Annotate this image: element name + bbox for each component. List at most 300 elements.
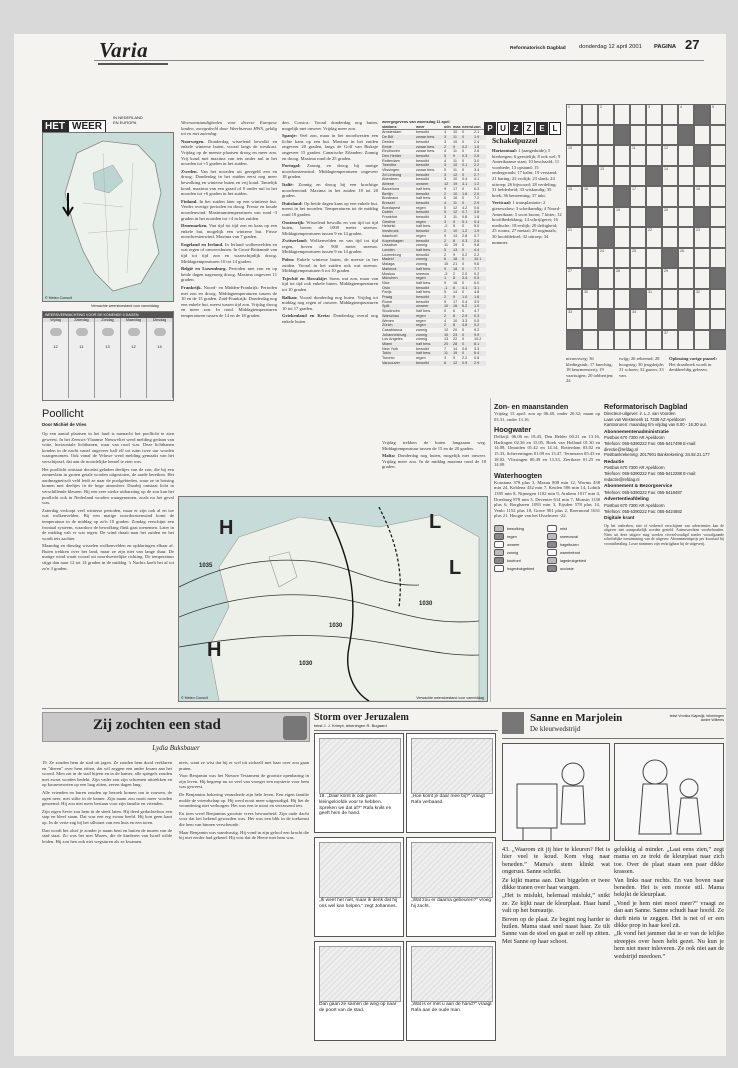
- crossword-cell[interactable]: [614, 309, 630, 330]
- table-cell: 11: [444, 351, 448, 356]
- crossword-cell[interactable]: [582, 289, 598, 310]
- crossword-cell[interactable]: [646, 145, 662, 166]
- table-cell: 4.8: [462, 323, 468, 328]
- crossword-cell[interactable]: [566, 248, 582, 269]
- crossword-cell[interactable]: [646, 309, 662, 330]
- crossword-cell[interactable]: [710, 145, 726, 166]
- crossword-cell[interactable]: [582, 248, 598, 269]
- crossword-cell[interactable]: [646, 248, 662, 269]
- table-cell: bewolkt: [416, 210, 429, 215]
- table-cell: Eindhoven: [382, 149, 400, 154]
- crossword-cell[interactable]: [630, 330, 646, 351]
- sanne-panel-1: [502, 743, 610, 841]
- table-head-cell: weer: [416, 124, 425, 129]
- table-cell: Miami: [382, 342, 393, 347]
- crossword-grid[interactable]: [566, 104, 726, 354]
- country-name: Spanje:: [282, 133, 298, 139]
- crossword-number: 23: [696, 228, 700, 232]
- table-cell: Zürich: [382, 323, 393, 328]
- table-cell: 2.6: [474, 238, 480, 243]
- country-name: Griekenland en Kreta:: [282, 313, 331, 319]
- country-text: Noord- en Midden-Frankrijk: Perioden met zon en droog. Middagtemperaturen tussen de 10 en de 15 graden. Zuid-Frankrijk: Donderdag nog een enkele bui, meest tussen tijd zon. Vrijdag droog en meer zon. In rond. Middagtemperaturen temperaturen tussen de 14 en de 18 graden.: [181, 285, 277, 318]
- crossword-cell[interactable]: [662, 104, 678, 125]
- table-cell: Praag: [382, 295, 393, 300]
- forecast-day: [121, 318, 147, 398]
- table-cell: 0: [462, 332, 465, 337]
- forecast-day: [147, 318, 173, 398]
- table-cell: 11: [453, 158, 457, 163]
- table-cell: 4.2: [462, 205, 468, 210]
- country-text: den. Corsica: Vooral donderdag nog buien, mogelijk met onweer. Vrijdag meer zon.: [282, 120, 378, 131]
- crossword-cell[interactable]: [630, 145, 646, 166]
- crossword-number: 2: [600, 105, 602, 109]
- crossword-cell[interactable]: [646, 186, 662, 207]
- country-name: Polen:: [282, 257, 295, 263]
- table-cell: 6: [444, 196, 447, 201]
- crossword-cell[interactable]: [582, 309, 598, 330]
- crossword-cell[interactable]: [566, 186, 582, 207]
- table-cell: Vancouver: [382, 360, 400, 365]
- crossword-cell[interactable]: [582, 125, 598, 146]
- crossword-cell[interactable]: [694, 309, 710, 330]
- table-cell: 0.2: [462, 252, 468, 257]
- country-paragraph: [282, 295, 378, 312]
- crossword-number: 37: [664, 330, 668, 335]
- crossword-cell[interactable]: [694, 125, 710, 146]
- crossword-cell[interactable]: [710, 248, 726, 269]
- puzzel-badge: [484, 118, 562, 136]
- crossword-cell[interactable]: [614, 207, 630, 228]
- crossword-cell[interactable]: [678, 330, 694, 351]
- crossword-cell[interactable]: [678, 268, 694, 289]
- legend-symbol-icon: [494, 525, 504, 532]
- puzzel-letter-tile: E: [536, 122, 548, 135]
- storm-panel-art: [411, 946, 493, 1002]
- crossword-cell[interactable]: [598, 268, 614, 289]
- crossword-black-cell: [662, 248, 678, 269]
- table-cell: 16: [453, 304, 458, 309]
- sanne-logo: [502, 712, 524, 734]
- table-cell: Barcelona: [382, 186, 400, 191]
- crossword-cell[interactable]: [678, 227, 694, 248]
- table-cell: 11: [444, 243, 448, 248]
- crossword-number: 22: [648, 228, 652, 232]
- crossword-cell[interactable]: [710, 104, 726, 125]
- table-cell: 3.4: [474, 168, 480, 173]
- puzzel-solution-text: Het draaiboek wordt in denkbeeldig gelezen.: [669, 361, 712, 373]
- country-text: Van het noorden uit geregeld een en droog. Donderdag in het zuiden eerst nog meer bewolking en winterse buien en vrij koud. Tamelijk koud, maxima van een graad of 0 onder nul in het noorden tot +6 graden in het zuiden.: [181, 168, 277, 197]
- legend-symbol-icon: [494, 557, 504, 564]
- crossword-cell[interactable]: [582, 207, 598, 228]
- forecast-day: [95, 318, 121, 398]
- crossword-cell[interactable]: [630, 125, 646, 146]
- waterhoogten-text: Konstanz 378 plus 3, Maxau 808 min 12, Worms 438 min 24, Koblenz 432 min 7, Keulen 506 min 14, Lobith 1395 min 8, Nijmegen 1102 min 9, Arnhem 1017 min 4, Doesburg 878 min 3, Deventer 614 min 7, Monsin 1130 plus 6, Borgharen 1093 min 3, Eijsden 578 plus 14, Venlo 1152 plus 18, Grave 901 plus 2, Roermond 1631 plus 21. Hoogte van het IJsselmeer -22.: [494, 479, 600, 519]
- crossword-cell[interactable]: [694, 248, 710, 269]
- isobar-value-label: 1035: [199, 563, 213, 569]
- crossword-cell[interactable]: [566, 268, 582, 289]
- table-cell: 9: [444, 266, 447, 271]
- crossword-cell[interactable]: [614, 227, 630, 248]
- table-cell: 12: [444, 327, 449, 332]
- crossword-cell[interactable]: [630, 166, 646, 187]
- table-cell: 10: [444, 262, 449, 267]
- crossword-cell[interactable]: [598, 145, 614, 166]
- table-cell: half bew.: [416, 186, 431, 191]
- crossword-cell[interactable]: [662, 125, 678, 146]
- puzzel-clues: [492, 136, 562, 352]
- crossword-cell[interactable]: [630, 268, 646, 289]
- crossword-cell[interactable]: [662, 145, 678, 166]
- crossword-cell[interactable]: [678, 145, 694, 166]
- table-cell: 0: [462, 186, 465, 191]
- crossword-cell[interactable]: [710, 227, 726, 248]
- table-cell: 28: [453, 342, 458, 347]
- table-cell: 9.9: [474, 332, 480, 337]
- crossword-cell[interactable]: [630, 309, 646, 330]
- crossword-number: 10: [568, 146, 572, 150]
- stad-paragraph: Dan wordt het alsof je zonder je naam bent en buiten de muren van de stad staat. Zo was het met Mozes, die de kinderen van Israël wilde leiden. Hij zou hen ook niet wegsturen als ze kwamen.: [42, 827, 172, 844]
- crossword-cell[interactable]: [694, 166, 710, 187]
- crossword-cell[interactable]: [694, 289, 710, 310]
- crossword-cell[interactable]: [598, 186, 614, 207]
- section-title: Varia: [99, 38, 149, 62]
- legend-symbol-icon: [547, 525, 557, 532]
- crossword-cell[interactable]: [614, 289, 630, 310]
- table-cell: 0: [462, 247, 465, 252]
- legend-item: [547, 565, 600, 573]
- table-cell: Toronto: [382, 356, 395, 361]
- table-head-cell: min: [444, 124, 451, 129]
- table-cell: 10: [444, 304, 449, 309]
- crossword-cell[interactable]: [710, 207, 726, 228]
- table-cell: 4.1: [474, 177, 480, 182]
- table-cell: 0.4: [462, 177, 468, 182]
- crossword-cell[interactable]: [582, 227, 598, 248]
- crossword-cell[interactable]: [662, 330, 678, 351]
- table-cell: Moskou: [382, 271, 396, 276]
- crossword-number: 31: [648, 289, 652, 294]
- table-cell: 6: [453, 285, 456, 290]
- country-name: Zweden.: [181, 168, 198, 174]
- crossword-cell[interactable]: [678, 207, 694, 228]
- sanne-panel-2-art: [615, 744, 723, 840]
- crossword-cell[interactable]: [614, 268, 630, 289]
- puzzel-letter-tile: P: [484, 122, 496, 135]
- weer-countries-a: [181, 120, 277, 490]
- forecast-day-temp: 14: [157, 344, 162, 349]
- table-cell: 2.8: [474, 153, 480, 158]
- table-cell: onweer: [416, 304, 429, 309]
- poollicht-paragraph: Het poollicht ontstaat doordat geladen deeltjes van de zon, die bij een zonnevlam in groten getale worden uitgestoten, de aarde bereiken. Het aardmagnetisch veld leidt ze naar de poolgebieden, waar ze in botsing komen met deeltjes in de hoge atmosfeer. Daarbij ontstaat licht in verschillende kleuren. Bij een zeer sterke uitbarsting op de zon kan het poollicht ook in Nederland worden waargenomen, zoals nu het geval was.: [42, 466, 174, 506]
- table-cell: zwaar bew.: [416, 149, 435, 154]
- table-cell: 19: [453, 182, 458, 187]
- table-cell: bewolkt: [416, 139, 429, 144]
- crossword-cell[interactable]: [566, 145, 582, 166]
- table-cell: 0: [462, 309, 465, 314]
- forecast-day-name: Zondag: [95, 318, 120, 322]
- crossword-cell[interactable]: [630, 227, 646, 248]
- table-cell: 0: [462, 290, 465, 295]
- table-cell: Frankfurt: [382, 215, 398, 220]
- table-cell: regen: [416, 276, 426, 281]
- table-cell: 9: [444, 280, 447, 285]
- table-cell: 10: [453, 177, 458, 182]
- table-cell: 20: [453, 327, 458, 332]
- country-name: Portugal:: [282, 163, 301, 169]
- country-text: Van tijd tot tijd zon en kans op een enkele bui, mogelijk een winterse bui. Frisse noordwestenwind. Maxima van 7 graden.: [181, 223, 277, 240]
- table-cell: 0: [462, 130, 465, 135]
- crossword-number: 29: [664, 269, 668, 273]
- crossword-cell[interactable]: [566, 104, 582, 125]
- table-cell: 0.2: [474, 271, 480, 276]
- crossword-cell[interactable]: [662, 289, 678, 310]
- table-cell: zwaar bew.: [416, 135, 435, 140]
- table-cell: 7.7: [474, 266, 480, 271]
- crossword-cell[interactable]: [678, 289, 694, 310]
- crossword-cell[interactable]: [662, 268, 678, 289]
- table-cell: 0: [462, 337, 465, 342]
- table-cell: 0: [462, 266, 465, 271]
- table-cell: Mallorca: [382, 266, 397, 271]
- table-cell: 0.1: [462, 163, 468, 168]
- colofon-small: Op het ontbreken, niet of verkeerd verschijnen van advertenties kan de uitgever niet aansprakelijk worden gesteld. Auteursrechten voorbehouden. Niets uit deze uitgave mag worden verveelvoudigd zonder voorafgaande schriftelijke toestemming van de uitgever. Abonnementsprijs per kwartaal bij vooruitbetaling. Losse nummers zijn verkrijgbaar bij de uitgeverij.: [604, 523, 724, 547]
- crossword-black-cell: [694, 207, 710, 228]
- crossword-cell[interactable]: [710, 289, 726, 310]
- crossword-cell[interactable]: [646, 289, 662, 310]
- zon-text: Vrijdag 13 april: zon op 06.48, onder 20.32; maan op 03.31, onder 13.16.: [494, 411, 600, 422]
- table-cell: bewolkt: [416, 130, 429, 135]
- table-cell: 3: [444, 139, 447, 144]
- table-cell: 19: [453, 351, 458, 356]
- table-cell: 12: [453, 360, 458, 365]
- country-paragraph: [181, 139, 277, 167]
- crossword-cell[interactable]: [662, 227, 678, 248]
- table-cell: half bew.: [416, 351, 431, 356]
- legend-item: [547, 557, 600, 565]
- country-name: Duitsland:: [282, 200, 303, 206]
- crossword-cell[interactable]: [646, 104, 662, 125]
- table-cell: bewolkt: [416, 229, 429, 234]
- table-cell: 9: [444, 233, 447, 238]
- table-cell: 11: [453, 168, 457, 173]
- crossword-cell[interactable]: [614, 330, 630, 351]
- table-cell: 0.8: [474, 356, 480, 361]
- table-cell: Aberdeen: [382, 177, 399, 182]
- crossword-number: 30: [584, 289, 588, 294]
- crossword-black-cell: [646, 207, 662, 228]
- table-cell: 6.0: [474, 280, 480, 285]
- table-cell: sneeuw: [416, 271, 430, 276]
- crossword-cell[interactable]: [710, 166, 726, 187]
- forecast-day: [69, 318, 95, 398]
- table-cell: bewolkt: [416, 285, 429, 290]
- table-cell: Berlijn: [382, 191, 393, 196]
- legend-label: warmtefront: [560, 550, 581, 555]
- table-cell: Tokio: [382, 351, 391, 356]
- table-cell: 3: [444, 356, 447, 361]
- crossword-cell[interactable]: [582, 186, 598, 207]
- colofon-heading: Abonnement & Bezorgservice: [604, 484, 673, 490]
- crossword-cell[interactable]: [566, 125, 582, 146]
- country-name: Oostenrijk:: [282, 219, 305, 225]
- table-cell: 2.0: [462, 271, 468, 276]
- crossword-cell[interactable]: [566, 227, 582, 248]
- table-cell: 0.6: [474, 205, 480, 210]
- crossword-cell[interactable]: [630, 186, 646, 207]
- legend-item: [494, 557, 547, 565]
- crossword-cell[interactable]: [678, 104, 694, 125]
- sanne-caption: gelukkig al minder. „Laat eens zien,” zegt mama en ze trekt de kleurplaat naar zich toe. Over de plaat staan een paar dikke krassen.: [614, 846, 724, 876]
- forecast-day-name: Dinsdag: [147, 318, 172, 322]
- crossword-cell[interactable]: [566, 309, 582, 330]
- country-paragraph: [181, 242, 277, 264]
- country-paragraph: [282, 133, 378, 161]
- crossword-cell[interactable]: [582, 104, 598, 125]
- europe-map-credit: © Meteo Consult: [181, 696, 208, 700]
- table-cell: regen: [416, 313, 426, 318]
- table-cell: 4: [444, 318, 447, 323]
- crossword-cell[interactable]: [710, 186, 726, 207]
- legend-label: hogedrukgebied: [507, 566, 535, 571]
- storm-credit: tekst J. J. Krimpt, tekeningen R. Bugaard: [314, 723, 387, 728]
- crossword-cell[interactable]: [598, 330, 614, 351]
- storm-panel-text: Dan gaan ze samen de weg op naar de poort van de stad.: [319, 1002, 397, 1013]
- crossword-cell[interactable]: [582, 145, 598, 166]
- crossword-cell[interactable]: [630, 207, 646, 228]
- table-cell: bewolkt: [416, 191, 429, 196]
- table-cell: 1.9: [474, 229, 480, 234]
- table-cell: 3.3: [474, 346, 480, 351]
- crossword-cell[interactable]: [710, 309, 726, 330]
- table-cell: 16: [453, 280, 458, 285]
- table-cell: 8: [453, 313, 456, 318]
- crossword-cell[interactable]: [598, 207, 614, 228]
- table-cell: half bew.: [416, 266, 431, 271]
- crossword-cell[interactable]: [646, 330, 662, 351]
- europe-land-shape: [209, 515, 479, 701]
- table-cell: Dublin: [382, 210, 393, 215]
- table-cell: 0: [462, 262, 465, 267]
- crossword-cell[interactable]: [694, 330, 710, 351]
- crossword-cell[interactable]: [614, 166, 630, 187]
- table-cell: Vlissingen: [382, 168, 400, 173]
- table-cell: 10.1: [474, 257, 482, 262]
- colofon-block: [604, 402, 724, 702]
- crossword-cell[interactable]: [598, 248, 614, 269]
- crossword-cell[interactable]: [678, 186, 694, 207]
- table-cell: 5: [444, 247, 447, 252]
- country-name: België en Luxemburg.: [181, 266, 227, 272]
- table-cell: half bew.: [416, 280, 431, 285]
- puzzel-letter-tile: L: [549, 122, 561, 135]
- crossword-cell[interactable]: [694, 268, 710, 289]
- legend-item: [494, 541, 547, 549]
- pressure-center-label: H: [207, 639, 222, 661]
- page-label: PAGINA: [654, 44, 677, 50]
- table-cell: 2.2: [462, 356, 468, 361]
- crossword-cell[interactable]: [598, 289, 614, 310]
- weer-badge-het: HET: [42, 120, 68, 133]
- weather-table-title: weergegevens van woensdag 11 april: [382, 120, 450, 124]
- table-cell: 0.6: [462, 346, 468, 351]
- table-head-cell: zon: [474, 124, 481, 129]
- table-cell: 4.4: [474, 247, 480, 252]
- table-cell: 1.0: [474, 304, 480, 309]
- table-cell: 2: [444, 229, 447, 234]
- crossword-cell[interactable]: [646, 125, 662, 146]
- crossword-cell[interactable]: [662, 309, 678, 330]
- stad-paragraph: De Benjamins bekering veranderde zijn hele leven. Een eigen familie molde de vriendschap op. Hij werd nooit meer uitgenodigd. Hij liet de verandering niet verborgen. Het was een te mooi en verrassend iets.: [179, 791, 309, 809]
- country-text: Enkele winterse buien, de meeste in het zuiden. Vooral in het zuiden ook wat sneeuw. Middagtemperaturen 6 tot 10 graden.: [282, 257, 378, 274]
- table-cell: 18: [453, 266, 458, 271]
- table-cell: 0.4: [462, 299, 468, 304]
- table-cell: 0: [462, 342, 465, 347]
- forecast-days: [43, 318, 173, 398]
- crossword-cell[interactable]: [694, 186, 710, 207]
- sanne-panel-2: [614, 743, 724, 841]
- crossword-cell[interactable]: [598, 125, 614, 146]
- stad-title: Zij zochten een stad: [93, 717, 221, 733]
- crossword-cell[interactable]: [646, 268, 662, 289]
- weer-intro: Weersomstandigheden voor diverse Europese landen, meegedeeld door Weerbureau HWS, geldig tot en met zaterdag:: [181, 120, 277, 137]
- forecast-day-name: Zaterdag: [69, 318, 94, 322]
- crossword-cell[interactable]: [662, 186, 678, 207]
- crossword-cell[interactable]: [598, 104, 614, 125]
- stad-paragraph: Voor Benjamin was het Nieuwe Testament de grootste openbaring in zijn leven. Hij begreep nu zo veel van vroeger een mysterie voor hem was geweest.: [179, 773, 309, 790]
- crossword-cell[interactable]: [566, 289, 582, 310]
- crossword-cell[interactable]: [646, 227, 662, 248]
- table-cell: 2.0: [474, 191, 480, 196]
- sanne-text-col1: [502, 846, 610, 946]
- table-cell: 10: [444, 332, 449, 337]
- storm-comic: [314, 712, 498, 1052]
- table-cell: 0: [444, 309, 447, 314]
- table-cell: Rotterdam: [382, 158, 400, 163]
- legend-item: [494, 549, 547, 557]
- crossword-cell[interactable]: [678, 248, 694, 269]
- table-cell: 14: [453, 346, 458, 351]
- crossword-cell[interactable]: [582, 330, 598, 351]
- poollicht-author: Door Michiel de Vries: [42, 422, 87, 427]
- weer-subtitle-a: IN NEDERLAND: [113, 115, 143, 120]
- table-cell: 11: [453, 215, 457, 220]
- table-cell: -2: [444, 224, 448, 229]
- table-cell: 2: [453, 271, 456, 276]
- crossword-cell[interactable]: [614, 248, 630, 269]
- puzzel-letters: [484, 118, 562, 135]
- waterhoogten-title: Waterhoogten: [494, 470, 543, 480]
- crossword-cell[interactable]: [566, 166, 582, 187]
- country-text: Perioden met zon en op beide dagen nagenoeg droog. Maxima ongeveer 11 graden.: [181, 266, 277, 283]
- crossword-cell[interactable]: [598, 166, 614, 187]
- table-cell: 8.1: [474, 342, 480, 347]
- table-cell: Casablanca: [382, 327, 403, 332]
- table-cell: 0.2: [474, 323, 480, 328]
- table-cell: 9: [453, 219, 456, 224]
- crossword-cell[interactable]: [614, 104, 630, 125]
- crossword-cell[interactable]: [662, 166, 678, 187]
- legend-item: [547, 549, 600, 557]
- crossword-cell[interactable]: [614, 145, 630, 166]
- crossword-cell[interactable]: [630, 104, 646, 125]
- crossword-cell[interactable]: [710, 125, 726, 146]
- crossword-cell[interactable]: [662, 207, 678, 228]
- weer-subtitle-b: EN EUROPA: [113, 119, 137, 125]
- country-text: In het zuiden later op een wintterse bui. Verder overige perioden en droog. Fresse en koude noordenwind. Maximumtemperaturen van rond -3 graden in het noorden tot +4 in het zuiden.: [181, 198, 277, 221]
- crossword-cell[interactable]: [630, 248, 646, 269]
- crossword-cell[interactable]: [678, 166, 694, 187]
- crossword-cell[interactable]: [694, 227, 710, 248]
